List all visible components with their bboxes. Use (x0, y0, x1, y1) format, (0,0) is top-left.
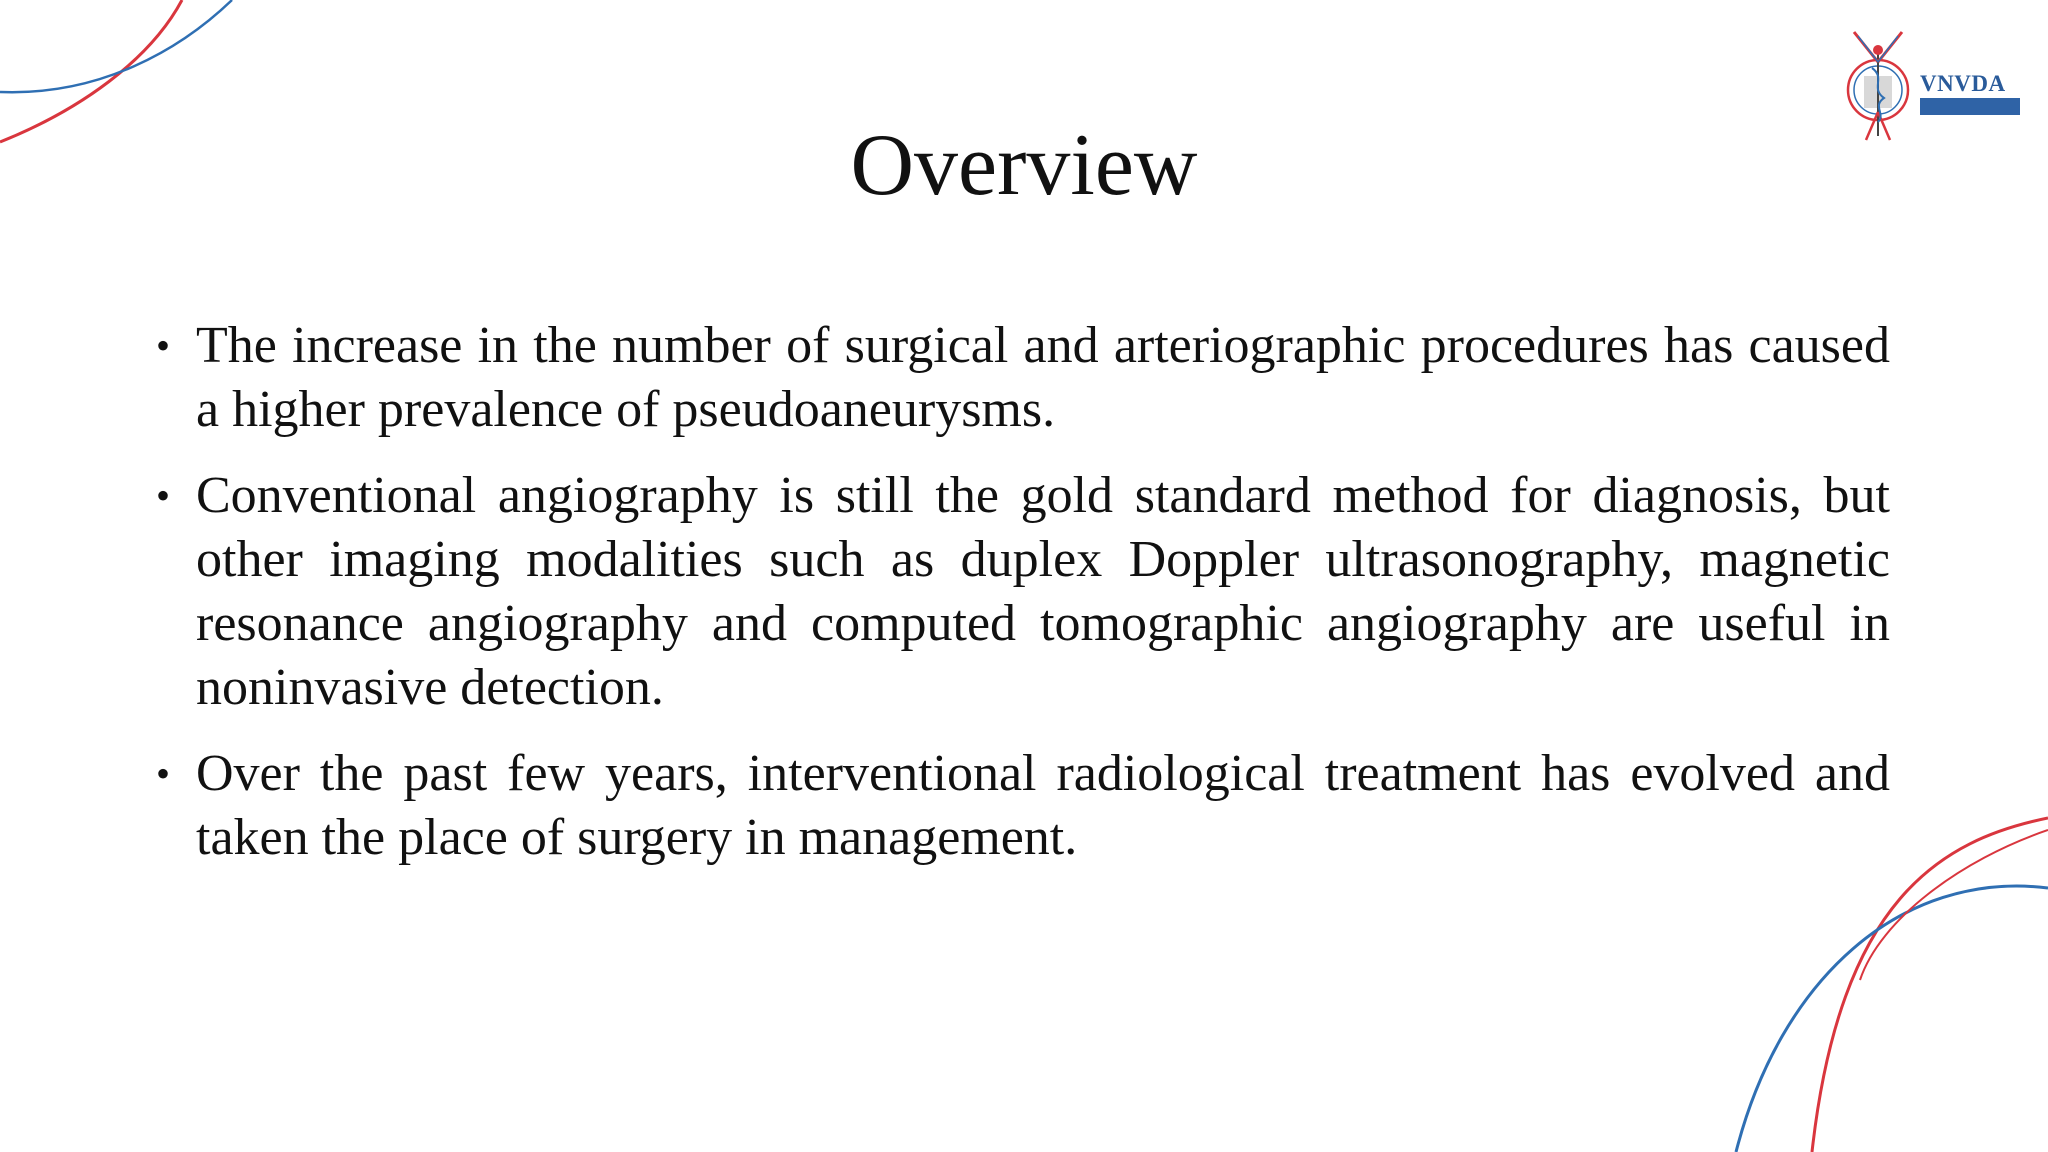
top-left-blue-arc (0, 0, 232, 92)
slide-title: Overview (850, 117, 1198, 214)
bullet-list (150, 314, 1890, 892)
bullet-item (150, 464, 1890, 720)
bullet-item (150, 314, 1890, 442)
bullet-text: Over the past few years, interventional radiological treatment has evolved and taken the place of surgery in management. (196, 745, 1890, 866)
bullet-item (150, 742, 1890, 870)
bullet-dot-icon: • (156, 751, 171, 796)
bullet-text: The increase in the number of surgical and arteriographic procedures has caused a higher prevalence of pseudoaneurysms. (196, 317, 1890, 438)
bullet-dot-icon: • (156, 323, 171, 368)
bullet-text: Conventional angiography is still the gold standard method for diagnosis, but other imaging modalities such as duplex Doppler ultrasonography, magnetic resonance angiography and computed tomographic angiography are useful in noninvasive detection. (196, 467, 1890, 716)
logo-wordmark: VNVDA (1920, 71, 2006, 96)
bullet-dot-icon: • (156, 473, 171, 518)
bottom-right-blue-arc (1736, 886, 2048, 1152)
logo-tagline-bar (1920, 98, 2020, 115)
